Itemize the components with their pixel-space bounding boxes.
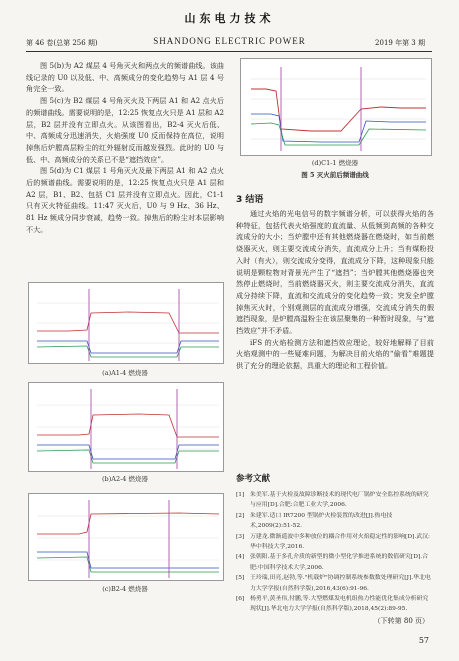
figure-d-spectrum <box>240 58 432 156</box>
section-3-title: 3 结语 <box>236 195 264 205</box>
references-title: 参考文献 <box>236 474 271 484</box>
reference-item: [3] 万建龙.微渐遥波中多种放位的耦合作用对火焰稳定性的影响[D].武汉:华中科技大学,2016. <box>236 533 430 551</box>
header-rule <box>26 51 432 52</box>
left-column-text <box>26 60 224 236</box>
figure-b-spectrum <box>28 382 224 472</box>
figure-c-spectrum <box>28 493 224 581</box>
page-number: 57 <box>418 636 429 645</box>
journal-title-cn: 山东电力技术 <box>184 12 275 25</box>
figure-c-caption: (c)B2-4 燃烧器 <box>102 585 148 593</box>
continued-note: （下转第 80 页） <box>373 617 429 625</box>
conclusion-paragraph-2: iFS 的火焰检测方法和遮挡效应理论，较好地解释了目前火焰观测中的一些疑难问题，为解决目前火焰的“偷看”难题提供了充分的理论依据，具重大的理论和工程价值。 <box>236 337 434 371</box>
paragraph-fig5b: 图 5(b)为 A2 煤层 4 号角灭火和两点火的频谱曲线。该曲线记录的 U0 以及低、中、高频成分的变化趋势与 A1 层 4 号角完全一致。 <box>26 61 224 94</box>
paragraph-fig5c: 图 5(c)为 B2 煤层 4 号角灭火及下两层 A1 和 A2 点火后的频谱曲线。需要说明的是，12:25 恢复点火只是 A1 层和 A2 层，B2 层并没有立即点火。从该图看出，B2-4 灭火后低、中、高频成分迅速消失，火焰强度 U0 反而保持在高位，说明掉焦后炉膛高层粉尘的红外辐射反而越发强烈。此时的 U0 与低、中、高频成分的关系已不是“遮挡效应”。 <box>26 96 224 164</box>
reference-item: [5] 王玲瑞,田亮,赵勃,等."机载炉"协调控制系统参数数处理研究[J].华北电力大学学报(自然科学版),2016,43(6):91-96. <box>236 575 431 592</box>
references-list <box>236 490 434 615</box>
issue-info: 2019 年第 3 期 <box>375 39 425 47</box>
figure-5-caption: 图 5 灭火前后频谱曲线 <box>301 171 369 179</box>
reference-item: [2] 朱建军.适口 IR7200 型锅炉火检装置的改进[J].热电技术,2009(2):51-52. <box>236 512 393 530</box>
reference-item: [4] 张朝阳.基于多孔介质的新型的微小型化学推进系统的数值研究[D].合肥:中国科学技术大学,2006. <box>236 554 429 571</box>
figure-b-caption: (b)A2-4 燃烧器 <box>102 475 148 483</box>
figure-d-caption: (d)C1-1 燃烧器 <box>311 159 359 167</box>
figure-a-spectrum <box>28 282 224 364</box>
reference-item: [1] 朱美军.基于火检及故障诊断技术的现代电厂锅炉安全监控系统的研究与应用[D].合肥:合肥工业大学,2006. <box>236 492 429 509</box>
figure-a-caption: (a)A1-4 燃烧器 <box>102 369 148 377</box>
paragraph-fig5d: 图 5(d)为 C1 煤层 1 号角灭火及最下两层 A1 和 A2 点火后的频谱曲线。需要说明的是，12:25 恢复点火只是 A1 层和 A2 层，B1、B2、包括 C1 层并没有立即点火。因此，C1-1 只有灭火特征曲线。11:47 灭火后，U0 与 9 Hz、36 Hz、81 Hz 频成分同步衰减，趋势一致。掉焦后的粉尘对本层影响不大。 <box>26 166 224 234</box>
reference-item: [6] 杨勇平,黄圣伟,付鹏,等.大型燃煤发电机组热力性能优化集成分析研究现状[J].华北电力大学学报(自然科学版),2018,45(2):89-95. <box>236 596 429 613</box>
conclusion-paragraph-1: 通过火焰的光电信号的数字频谱分析，可以获得火焰的各种特征，包括代表火焰强度的直流量、从低频到高频的各种交流成分的大小；当炉膛中还有其他燃烧器在燃烧时，如当前燃烧器灭火，则主要交流成分消失，直流成分上升；当有煤粉投入时（有火），则交流成分变得，直流成分下降，这种现象只能说明是颗粒物对背景光产生了“遮挡”；当炉膛其他燃烧器也突然停止燃烧时，当前燃烧器灭火，则主要交流成分消失，直流成分持续下降，直流和交流成分的变化趋势一致；突发全炉膛掉焦灭火时，个别观测层的直流成分增强，交流成分消失的假遮挡现象，是炉膛高温粉尘在该层聚集的一种暂时现象，与“遮挡效应”并不矛盾。 <box>236 209 434 336</box>
volume-info: 第 46 卷(总第 256 期) <box>26 39 98 47</box>
right-column-text <box>236 208 434 372</box>
journal-title-en: SHANDONG ELECTRIC POWER <box>153 36 306 46</box>
